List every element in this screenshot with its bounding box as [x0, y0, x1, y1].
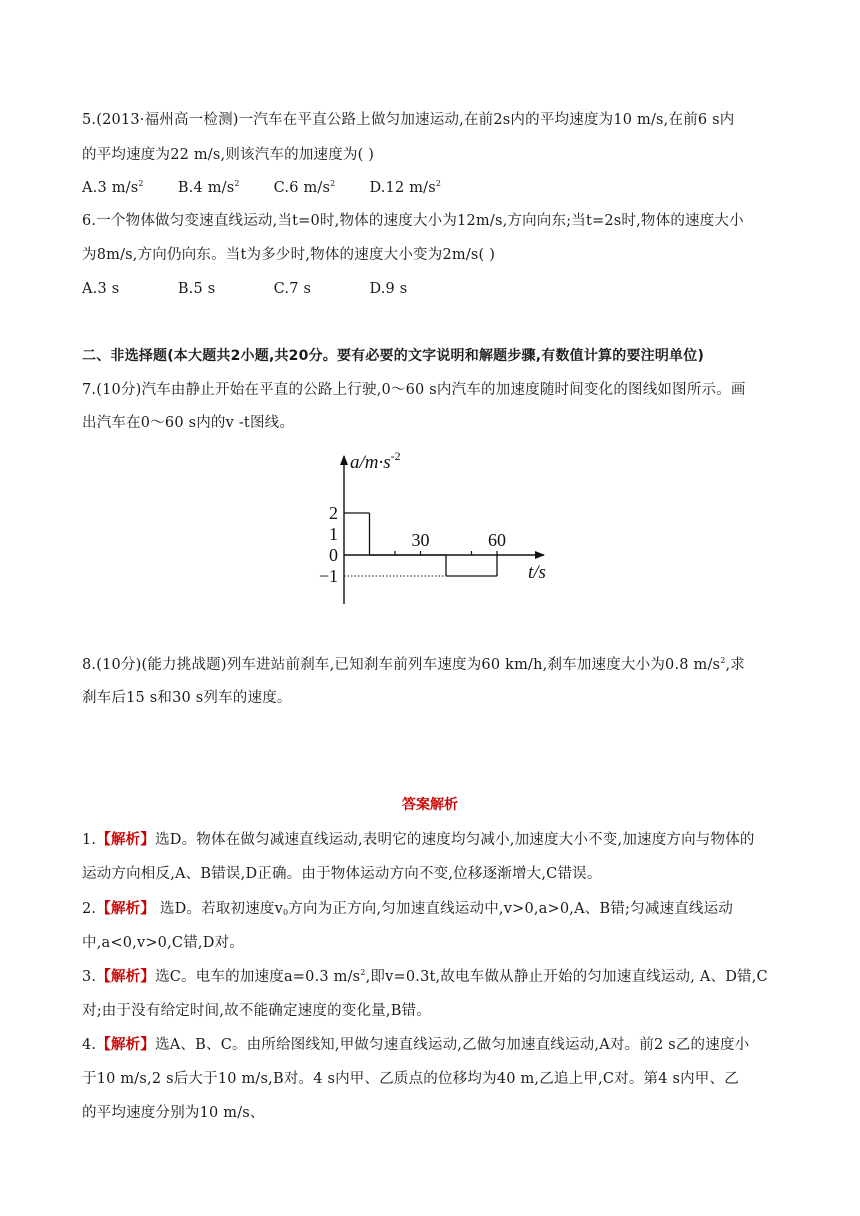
x-tick-label: 30: [411, 530, 430, 550]
answer-1-line1: 1.【解析】选D。物体在做匀减速直线运动,表明它的速度均匀减小,加速度大小不变,加速度方向与物体的: [82, 832, 755, 848]
answer-3-line1: 3.【解析】选C。电车的加速度a=0.3 $m/s^2$,即v=0.3t,故电车做从静止开始的匀加速直线运动, A、D错,C: [82, 968, 768, 985]
x-tick-labels: [412, 530, 507, 550]
q5-option-c: C.6 $m/s^2$: [273, 179, 336, 196]
q5-line2: 的平均速度为22 m/s,则该汽车的加速度为( ): [82, 147, 375, 163]
q5-option-d: D.12 $m/s^2$: [369, 179, 442, 196]
q6-line2: 为8m/s,方向仍向东。当t为多少时,物体的速度大小变为2m/s( ): [82, 247, 496, 263]
q7-line2: 出汽车在0～60 s内的v -t图线。: [82, 415, 295, 431]
y-tick-label: −1: [318, 566, 338, 586]
x-axis-label: t/s: [528, 562, 546, 583]
analysis-tag: 【解析】: [96, 832, 156, 848]
y-axis-label: $a/m\cdot s^{-2}$: [350, 449, 401, 473]
q6-option-b: B.5 s: [177, 281, 216, 297]
acceleration-time-chart: [300, 446, 570, 612]
x-tick-label: 60: [488, 530, 506, 550]
answer-4-line1: 4.【解析】选A、B、C。由所给图线知,甲做匀速直线运动,乙做匀加速直线运动,A对。前2 s乙的速度小: [82, 1037, 750, 1053]
q6-option-c: C.7 s: [273, 281, 312, 297]
y-tick-label: 1: [329, 524, 338, 544]
answer-3-line2: 对;由于没有给定时间,故不能确定速度的变化量,B错。: [82, 1003, 431, 1019]
q6-line1: 6.一个物体做匀变速直线运动,当t=0时,物体的速度大小为12m/s,方向向东;当t=2s时,物体的速度大小: [82, 213, 744, 229]
q5-option-b: B.4 $m/s^2$: [177, 179, 240, 196]
answer-section-title: 答案解析: [402, 797, 458, 813]
q8-line1: 8.(10分)(能力挑战题)列车进站前刹车,已知刹车前列车速度为60 km/h,刹车加速度大小为0.8 $m/s^2$,求: [82, 656, 746, 673]
q6-option-a: A.3 s: [82, 281, 120, 297]
q5-line1: 5.(2013·福州高一检测)一汽车在平直公路上做匀加速运动,在前2s内的平均速度为10 m/s,在前6 s内: [82, 112, 735, 128]
analysis-tag: 【解析】: [96, 969, 156, 985]
analysis-tag: 【解析】: [96, 1037, 156, 1053]
answer-2-line2: 中,a<0,v>0,C错,D对。: [82, 935, 244, 951]
q6-options: [82, 279, 407, 299]
analysis-tag: 【解析】: [96, 901, 156, 917]
answer-4-line2: 于10 m/s,2 s后大于10 m/s,B对。4 s内甲、乙质点的位移均为40 m,乙追上甲,C对。第4 s内甲、乙: [82, 1071, 739, 1087]
q5-options: [82, 178, 441, 198]
y-tick-label: 0: [329, 545, 338, 565]
q6-option-d: D.9 s: [369, 281, 408, 297]
answer-1-line2: 运动方向相反,A、B错误,D正确。由于物体运动方向不变,位移逐渐增大,C错误。: [82, 866, 602, 882]
q8-line2: 刹车后15 s和30 s列车的速度。: [82, 690, 292, 706]
y-tick-label: 2: [329, 503, 338, 523]
q7-line1: 7.(10分)汽车由静止开始在平直的公路上行驶,0～60 s内汽车的加速度随时间变化的图线如图所示。画: [82, 382, 746, 398]
answer-4-line3: 的平均速度分别为10 m/s、: [82, 1105, 265, 1121]
answer-2-line1: 2.【解析】 选D。若取初速度$v_0$方向为正方向,匀加速直线运动中,v>0,a>0,A、B错;匀减速直线运动: [82, 901, 734, 917]
section-heading: 二、非选择题(本大题共2小题,共20分。要有必要的文字说明和解题步骤,有数值计算的要注明单位): [82, 348, 705, 364]
y-tick-labels: [319, 503, 338, 586]
q5-option-a: A.3 $m/s^2$: [82, 179, 144, 196]
